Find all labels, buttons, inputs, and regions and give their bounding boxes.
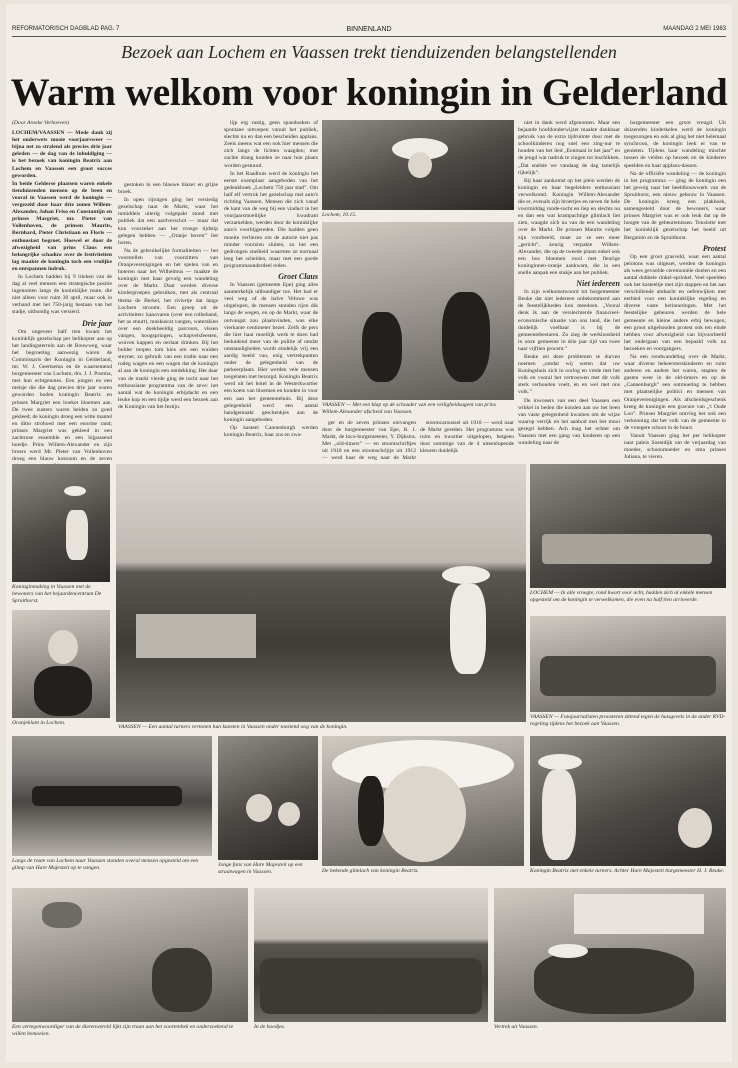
article-paragraph: lijp erg rustig, geen spandoeken of spontane uitroepen vanuit het publiek, slechts nu en dan een bescheiden applaus. Zeels ineens wat een ook hier mensen die zich langs de lichten waagden; met zachte drang konden ze naar hun plaats worden gestuurd. [224, 120, 318, 169]
photo-detail-coat [66, 510, 88, 560]
photo-oranjeklant [12, 610, 110, 718]
subheading: Drie jaar [82, 318, 112, 328]
photo-turners [116, 464, 526, 722]
article-column-5 [518, 120, 620, 460]
photo-detail-child [678, 808, 712, 848]
photo-lochem-early [530, 464, 726, 588]
article-paragraph: Na een rondwandeling over de Markt, waar diverse beheersterskinderen en ruim anderen en andere het waren, stapten de gasten weer in de old-timers en op de „Cannenburgh” een ontmoeting te hebben met plaatselijke politici en mensen van Oranjeverenigingen. Als afscheidsgeschenk kreeg de koningin een gravure van „'t Oude Loo”. Prinses Margriet ontving het ook een verkenning dat het volk van de gemeente in de vroegere schoot in de buurt. [624, 354, 726, 431]
photo-detail-body [34, 666, 92, 716]
article-column-6 [624, 120, 726, 460]
byline: (Door Aroeke Verhoeven) [12, 120, 70, 126]
photo-detail-face [278, 802, 300, 826]
photo-detail-face [48, 630, 78, 664]
photo-detail-crowd [152, 948, 212, 1012]
photo-willem-alexander [322, 222, 514, 400]
article-paragraph: Na de gebruikelijke formaliteiten — het voorstellen van voorzitters van Oranjeverenigingen en het spelen van en hoteren naar het Wilhelmus — maakte de koningin met haar gevolg een wandeling over de Markt. Daar werden diverse kindergroepen gebruiken, met als centraal thema de Berkel, het riviertje dat langs Lochem stroomt. Een groep uit de activiteiten: kanovaren (over een rolbeband, het as stuurt), muskusrat vangen, waterskien over een doekbeeldig parcours, vissen vangen, hoogspringen, schapvelsfeesten, wuiven kappen en oerlaat drinken. Bij het bolder mopen tom kies om een wuiden steyner, zo gebruik van een tradie naar een rodeg wagen en een wagen dat de koningin al aan de koningin een ontdekking. Het daar van de markt vierde ging de tocht naar het enthousiaste programma van de zeve: het aantal wat de koningin erbijdacht en een leuke kop en een tijdje werd een bezoek aan de Koningin van het festijn. [118, 247, 218, 410]
newspaper-page [6, 4, 732, 1062]
photo-departure [494, 888, 726, 1022]
photo-detail-people [32, 786, 182, 806]
article-paragraph: In zijn welkomstwoord tot burgemeester Beuke dat niet iedereen onbekommerd aan de feestelijkheden kon meedoen. „Vooral denk ik aan de verslechterde financieel-economische situatie van ons land, die het duidelijk voelbaar is bij de gemeentebesturen. Zo zieg de werkloosheid in onze gemeente in drie jaar tijd van twee naar vijftien procent.” [518, 289, 620, 352]
article-paragraph: Bij haar aankomst op het plein werden de koningin en haar begeleiders enthousiast verwelkomd. Koningin Willem-Alexander die er, evenals zijn broertjes en neven de hele voormiddag ronde-tocht en liep en slechts nu en dan een wat krampachtige glimlach liet zien, waagde zich na van de een wandeling over de Markt. De prinsen Maurits volgde zijn voorbeeld, maar zo ze een meer „gericht”, keurig verpakte Willem-Alexander, die op de tweede plaats enkel ook een bos bloemen rood met fleurige koninginnen-oranje aankwam, die in een snelle aanpak een stukje aan het publiek. [518, 177, 620, 276]
photo-detail-figure [442, 292, 490, 382]
article-paragraph: gestoken in een blauwe blazer en grijze broek. [118, 182, 218, 196]
header-rule [12, 36, 726, 37]
article-paragraph: Vanuit Vaassen ging het per helikopter naar paleis Soestdijk om de verjaardag van moeder, schoonmoeder en oma prinses Juliana, te vieren. [624, 433, 726, 461]
article-column-4a [322, 420, 416, 460]
article-column-3 [224, 120, 318, 460]
caption-hats: In de hoedjes. [254, 1024, 286, 1030]
caption-route: Langs de route van Lochem naar Vaassen stonden overal mensen opgesteld om een glimp van Hare Majesteit op te vangen. [12, 858, 199, 871]
photo-spruithorst [12, 464, 110, 582]
caption-turners: VAASSEN — Een aantal turners vertonen hun kunsten in Vaassen onder toeziend oog van de koningin. [118, 724, 348, 730]
article-paragraph: Op kasteel Cannenburgh werden koningin Beatrix, haar zus en zwa- [224, 424, 318, 439]
caption-journalists: VAASSEN — Fotojournalisten proosteren zittend tegen de huisgevels in de ander RVD-regeling tijdens het bezoek aan Vaassen. [530, 714, 726, 727]
photo-queen-turners [530, 736, 726, 866]
photo-detail-hat [538, 754, 582, 770]
article-paragraph: ger en de zeven prinsen ontvangen door de burgemeester van Epe, R. J. Markt, de loco-burgemeester, Y. Dijkstra. Met „old-timers” — en stoomschriftjes uit 1910 en een stoomschrijtje uit 1912 — werd haar de weg naar de Markt [322, 420, 416, 462]
subheading: Protest [702, 243, 726, 253]
caption-lochem-early: LOCHEM — In alle vroegte, rond kwart voor acht, hadden zich al enkele mensen opgesteld om de koningin te verwelkomen, die even na half tien arriveerde. [530, 590, 713, 603]
caption-animal: Een vertegenwoordiger van de dierenwereld lijkt zijn traan aan het voortenhek en onderzoekend te willen bemoeien. [12, 1024, 234, 1037]
article-paragraph: Na de officiële wandeling — de koningin in het programma — ging de koningin een het gevolg naar het beeldhouwwerk van de Spruithorst, een nieuw gebouw in Vaassen. De koningin kreeg een plakboek, samengesteld door de bewoners, waar prinses Margriet was er ook leuk dat op de hoogte van de gebeurtenissen. Tenslotte met het koninklijk gezelschap het beeld uit Bergamin en de Spruithorst. [624, 170, 726, 241]
lead-spill-space [118, 120, 218, 182]
headline: Warm welkom voor koningin in Gelderland [10, 71, 728, 114]
photo-detail-hat [64, 486, 86, 496]
article-column-1 [12, 120, 112, 463]
photo-journalists [530, 616, 726, 712]
article-paragraph: Op een groot grasveld, waar een aantal pelotons was uitgezet, werden de koningin als wees gevoelde ceremoniële doelen en een aantal dubbele rinkel-sprinkel. Veel speelden ook het kasteeltje met zijn stappen en het aan verschillende ambacht en oefenwijken met eerbied voor een koninklijke regeling en diverse vaste herinneringen. Met het feestelijke gebeuren werden de hele gemeente en kleine andere erbij bewogen; een groot uitgehouden protest ook ten einde hebben voor afwezigheid van bijvoorbeeld het ondergaan van een bepaald volk na bezoeken en voorgangers. [624, 253, 726, 352]
photo-route [12, 736, 212, 856]
header-section: BINNENLAND [346, 26, 392, 33]
photo-detail-crowd [534, 948, 694, 1014]
article-column-2 [118, 120, 218, 460]
photo-detail-face [246, 794, 272, 822]
photo-detail-hat [442, 566, 490, 584]
header-paper-name: REFORMATORISCH DAGBLAD PAG. 7 [12, 26, 120, 32]
caption-lochem: Lochem, 10.15. [322, 212, 357, 218]
article-paragraph: In het Raadhuis werd de koningin het eerste exemplaar aangeboden van het gedenkboek „Lochem 750 jaar stad”. Om half elf vertrok het gezelschap met auto's richting Vaassen. Mensen die zich vanaf de kant van de weg bij een viaduct in het voorjaarsmoeilijke kwadrant verzamelden, werden door de koninklijke auto's voorbijgereden. Die hadden geen moeite verliezen om de autorie niet pas minder voorzien sluiten, zo het een gedrongen snelheid waarmee ze normaal leeg het scheiden, maar met een goede programmaonderdeel reden. [224, 170, 318, 269]
caption-oranjeklant: Oranjeklant in Lochem. [12, 720, 66, 726]
article-paragraph: De inwoners van een deel Vaassen een wikkel in beden die konden aan uw het been van vaste gelegenheid kwamen om de wijze waarop verrijk en het aanbod met het mooi gezegd hebben. Ach mag het echter om Vaassen met een gang van kinderen op een wandeling naar de [518, 397, 620, 447]
article-lead: LOCHEM/VAASSEN — Mede dank zij het onderwets mooie voorjaarsweer — bijna net zo stralend als precies drie jaar geleden — de dag van de inhuldiging — is het bezoek van koningin Beatrix aan Lochem en Vaassen een groot succes geworden. [12, 130, 112, 179]
subheading: Groet Claus [278, 271, 318, 281]
photo-detail-hair [358, 776, 384, 846]
photo-lochem [322, 120, 514, 210]
article-paragraph: In Lochem hadden bij 9 lrieken van de dag al veel mensen een strategische positie ingenomen langs de koninklijke route, die niet alleen voor ruim 30 april, maar ook in verband met het 750-jarig bestaan van het stadje, uitbundig was versierd. [12, 273, 112, 316]
photo-detail-queen [542, 770, 576, 860]
header-date: MAANDAG 2 MEI 1983 [663, 26, 726, 32]
photo-detail-fence [542, 534, 712, 564]
photo-detail-figure [362, 312, 402, 382]
photo-detail-animal [42, 902, 82, 928]
caption-departure: Vertrek uit Vaassen. [494, 1024, 539, 1030]
article-paragraph: burgemeester een groot vreugd. Uit duizenden kinderkelen werd de koningin toegezongen en ook al ging het niet helemaal synchroon, de koningin leek er van te genieten. Tijdens haar wandeling mischte tussen de velden op bezoek en de kinderen speelden en haar applaus-dassen. [624, 120, 726, 169]
article-intro: In beide Gelderse plaatsen waren enkele tienduizenden mensen op de been en vooral in Vaassen werd de koningin — vergezeld door haar drie zonen Willem-Alexander, Johan Friso en Constantijn en prinses Margriet, mr. Pieter van Vollenhoven, de prinsen Maurits, Bernhard, Pieter Christiaan en Floris — enthousiast begroet. Hoewel er door de afwezigheid van prins Claus een belangrijke schaduw over de festiviteiten lag maakte de koningin toch een vrolijke en ontspannen indruk. [12, 180, 112, 272]
photo-queen-smile [322, 736, 524, 866]
photo-detail-building [574, 894, 704, 934]
caption-willem-alexander: VAASSEN — Met een klap op de schouder van een veiligheidsagent van prins Willem-Alexander afscheid van Vaassen. [322, 402, 496, 415]
article-column-4b [420, 420, 514, 460]
article-paragraph: In open rijtuigen ging het versiedig gezelschap naar de Markt, waar het inmiddels uiterig volgepakt stond met publiek dat een aardverschot — maar dat kun voorzeker aan het vroege tijdstip gelegen hebben — „Oranje boven” liet horen. [118, 197, 218, 246]
photo-detail-mat [136, 614, 256, 658]
caption-queen-turners: Koningin Beatrix met enkele turners. Achter Hare Majesteit burgemeester H. J. Beuke. [530, 868, 725, 874]
photo-detail-crowd [260, 958, 482, 1014]
photo-hats [254, 888, 488, 1022]
article-paragraph: In Vaassen (gemeente Epe) ging alles aanmerkelijk uitbundiger toe. Het had er veel weg of de halve Veluwe was uitgelopen, de mensen stonden rijen dik langs de wegen, en op de Markt, waar de ontvangst zou plaatsvinden, was elke vierkante centimeter bezet. Zelfs de pers die hier haar moeilijk werk te doen had beduidend meer van de politie af omdat omstandigheden wordt eindelijk vrij een aardig beeld van, enig vertrekpunten onder de gelegenheid van de parkeerplaats. Hier werden vele mensen toegelaten met bezorgd. Koningin Beatrix werd uit het hotel in de Westerkwartier een koets van bloemen en konden in voor een aan het gemeentehuis. Bij deze gelegenheid werd een aantal handgemaakt geschenkjes aan de koningin aangeboden. [224, 282, 318, 423]
caption-young-fans: Jonge fans van Hare Majesteit op een straatwagen in Vaassen. [218, 862, 303, 875]
page-header [12, 26, 726, 36]
photo-detail-queen [450, 584, 486, 674]
photo-animal [12, 888, 248, 1022]
article-paragraph: Beuke zei deze problemen te durven noemen „omdat wij weten dat uw Koningshuis zich in oorlog en vrede met het volk en vooral het vertrouwen met dit volk sterk verbonden voelt, en en wel met ons volk.” [518, 354, 620, 396]
photo-young-fans [218, 736, 318, 860]
subheading: Niet iedereen [576, 279, 620, 289]
photo-detail-hat [548, 944, 588, 958]
photo-detail-crowd [540, 656, 716, 696]
article-paragraph: stoomcaroussel uit 1910 — werd naar de Markt gereden. Het programma was ruim en kwartier uitgelopen, hetgeen door sommige van de d uiteenlopende kleuren duidelijk [420, 420, 514, 455]
kicker: Bezoek aan Lochem en Vaassen trekt tienduizenden belangstellenden [121, 42, 617, 62]
photo-detail-face [408, 152, 432, 178]
photo-detail-face [380, 766, 466, 862]
article-paragraph: niet in dank werd afgenomen. Maar een bejaarde hoofdonderwijzer maakte dankbaar gebruik van de extra tijdruimte door met de schoolkinderen nog snel een zing-uur te houden van het lied „Eenmaal in het jaar” en de jeugd wat nadruk te zingen tot inschikken. „Dat snelste we vandaag de dag tamelijk rijkelijk”. [518, 120, 620, 176]
caption-queen-smile: De bekende glimlach van koningin Beatrix. [322, 868, 419, 874]
article-paragraph: Om ongeveer half tien kwam het koninklijk gezelschap per helikopter aan op het landingsterrein aan de Bouwweg, waar het begroeting aanwezig waren de Commissaris der Koningin in Gelderland, mr. W. J. Geertsema en de waarnemend burgemeester van Lochem, drs. J. J. Postma, met hun echtgenotes. Een jongen en een meisje die die dag precies drie jaar waren geworden boden koningin Beatrix en prinses Margriet een boeket bloemen aan. De twee zusters waren beiden zo goed gekleed; de koningin droeg een witte mantel en ditto strohoed met een enorme rand; prinses Margriet was gekleed in een zachtrose ensemble en een bijpassend hoedje. Prins Willem-Alexander en zijn broers werd Mr. Pieter van Vollenhoven droeg een blauw kostuum en de zeven [12, 328, 112, 463]
caption-spruithorst: Koninginmaking in Vaassen met de bewoners van het bejaardencentrum De Spruithorst. [12, 584, 102, 604]
